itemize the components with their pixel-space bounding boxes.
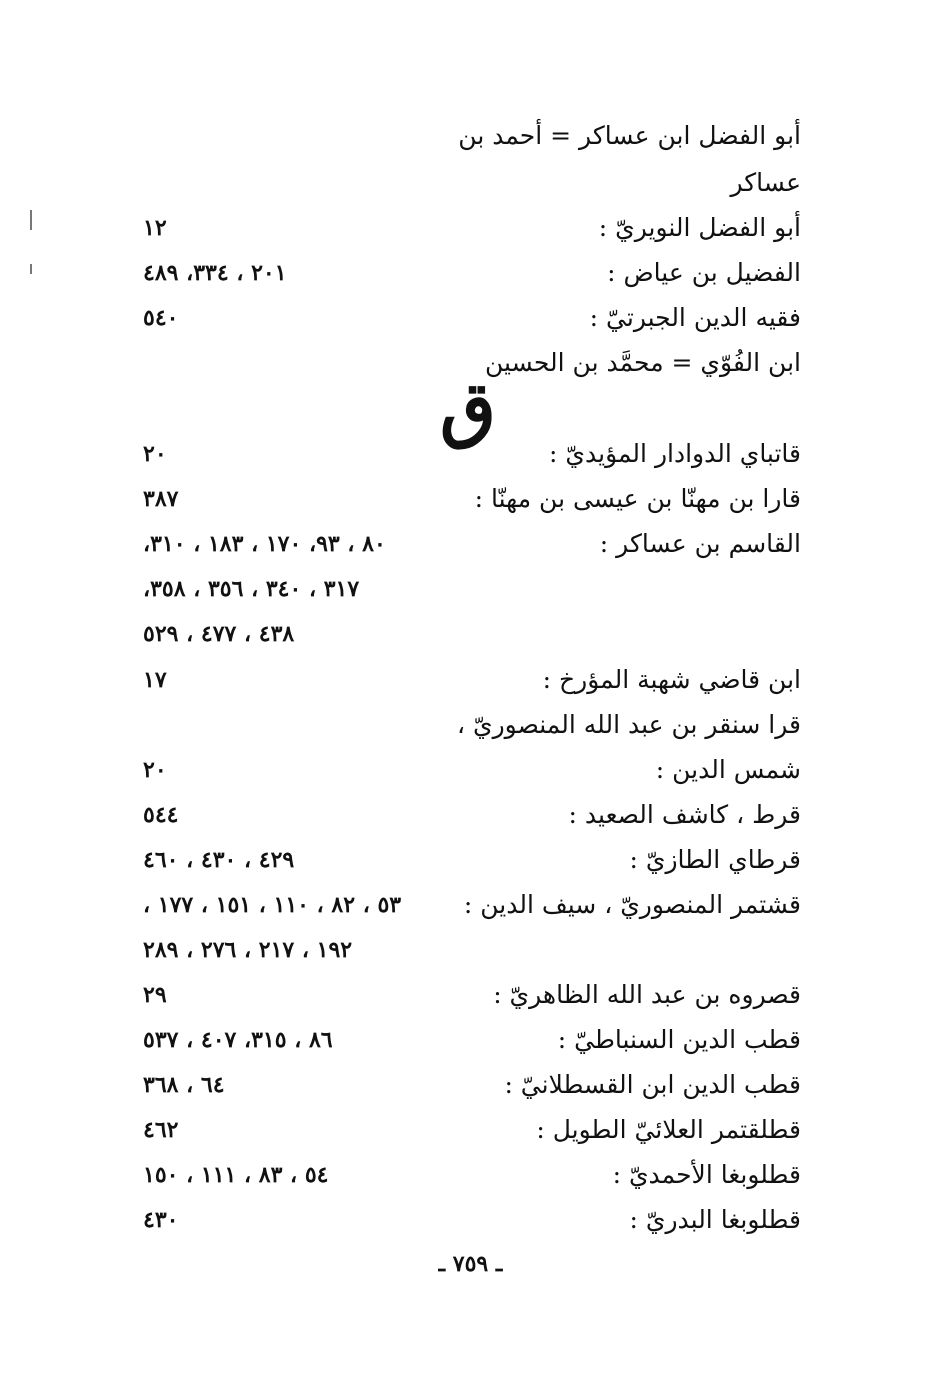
entry-name: قطلوبغا الأحمديّ : [612, 1160, 801, 1189]
entry-name: شمس الدين : [655, 755, 801, 784]
entry-pages: ٥٣ ، ٨٢ ، ١١٠ ، ١٥١ ، ١٧٧ ، [143, 892, 402, 918]
entry-name: فقيه الدين الجبرتيّ : [589, 303, 801, 332]
entry-pages: ١٢ [143, 215, 167, 241]
entry-name: قشتمر المنصوريّ ، سيف الدين : [463, 890, 801, 919]
entry-name: أبو الفضل ابن عساكر = أحمد بن [458, 121, 801, 150]
entry-name: عساكر [730, 168, 801, 197]
entry-name: قطب الدين ابن القسطلانيّ : [504, 1070, 801, 1099]
entry-pages-continued: ٣١٧ ، ٣٤٠ ، ٣٥٦ ، ٣٥٨، [143, 576, 360, 602]
entry-pages: ٢٠ [143, 757, 167, 783]
entry-pages: ٥٤٠ [143, 305, 179, 331]
entry-pages: ٤٢٩ ، ٤٣٠ ، ٤٦٠ [143, 847, 295, 873]
entry-name: قطب الدين السنباطيّ : [557, 1025, 801, 1054]
entry-name: الفضيل بن عياض : [607, 258, 801, 287]
entry-name: قصروه بن عبد الله الظاهريّ : [493, 980, 801, 1009]
entry-pages: ٨٦ ، ٣١٥، ٤٠٧ ، ٥٣٧ [143, 1027, 333, 1053]
entry-pages: ١٧ [143, 667, 167, 693]
entry-pages-continued: ٤٣٨ ، ٤٧٧ ، ٥٢٩ [143, 621, 295, 647]
entry-name: قرا سنقر بن عبد الله المنصوريّ ، [457, 710, 801, 739]
entry-pages: ٦٤ ، ٣٦٨ [143, 1072, 225, 1098]
entry-pages-continued: ١٩٢ ، ٢١٧ ، ٢٧٦ ، ٢٨٩ [143, 937, 353, 963]
scan-speck [30, 264, 32, 274]
page-number: ـ ٧٥٩ ـ [438, 1251, 503, 1277]
entry-name: ابن قاضي شهبة المؤرخ : [542, 665, 801, 694]
entry-pages: ٥٤ ، ٨٣ ، ١١١ ، ١٥٠ [143, 1162, 329, 1188]
entry-pages: ٥٤٤ [143, 802, 179, 828]
entry-name: قطلوبغا البدريّ : [629, 1205, 801, 1234]
entry-name: القاسم بن عساكر : [599, 529, 801, 558]
entry-pages: ٢٩ [143, 982, 167, 1008]
entry-pages: ٢٠ [143, 441, 167, 467]
entry-name: أبو الفضل النويريّ : [598, 213, 801, 242]
entry-name: قطلقتمر العلائيّ الطويل : [536, 1115, 801, 1144]
entry-pages: ٤٦٢ [143, 1117, 179, 1143]
entry-name: قاتباي الدوادار المؤيديّ : [549, 439, 801, 468]
entry-name: قرط ، كاشف الصعيد : [568, 800, 801, 829]
entry-pages: ٤٣٠ [143, 1207, 179, 1233]
entry-pages: ٢٠١ ، ٣٣٤، ٤٨٩ [143, 260, 287, 286]
entry-pages: ٨٠ ، ٩٣، ١٧٠ ، ١٨٣ ، ٣١٠، [143, 531, 386, 557]
entry-pages: ٣٨٧ [143, 486, 179, 512]
entry-name: قرطاي الطازيّ : [629, 845, 801, 874]
scan-speck [30, 210, 32, 230]
entry-name: ابن الفُوّي = محمَّد بن الحسين [485, 348, 801, 377]
entry-name: قارا بن مهنّا بن عيسى بن مهنّا : [474, 484, 801, 513]
section-letter-heading: ق [440, 365, 496, 450]
